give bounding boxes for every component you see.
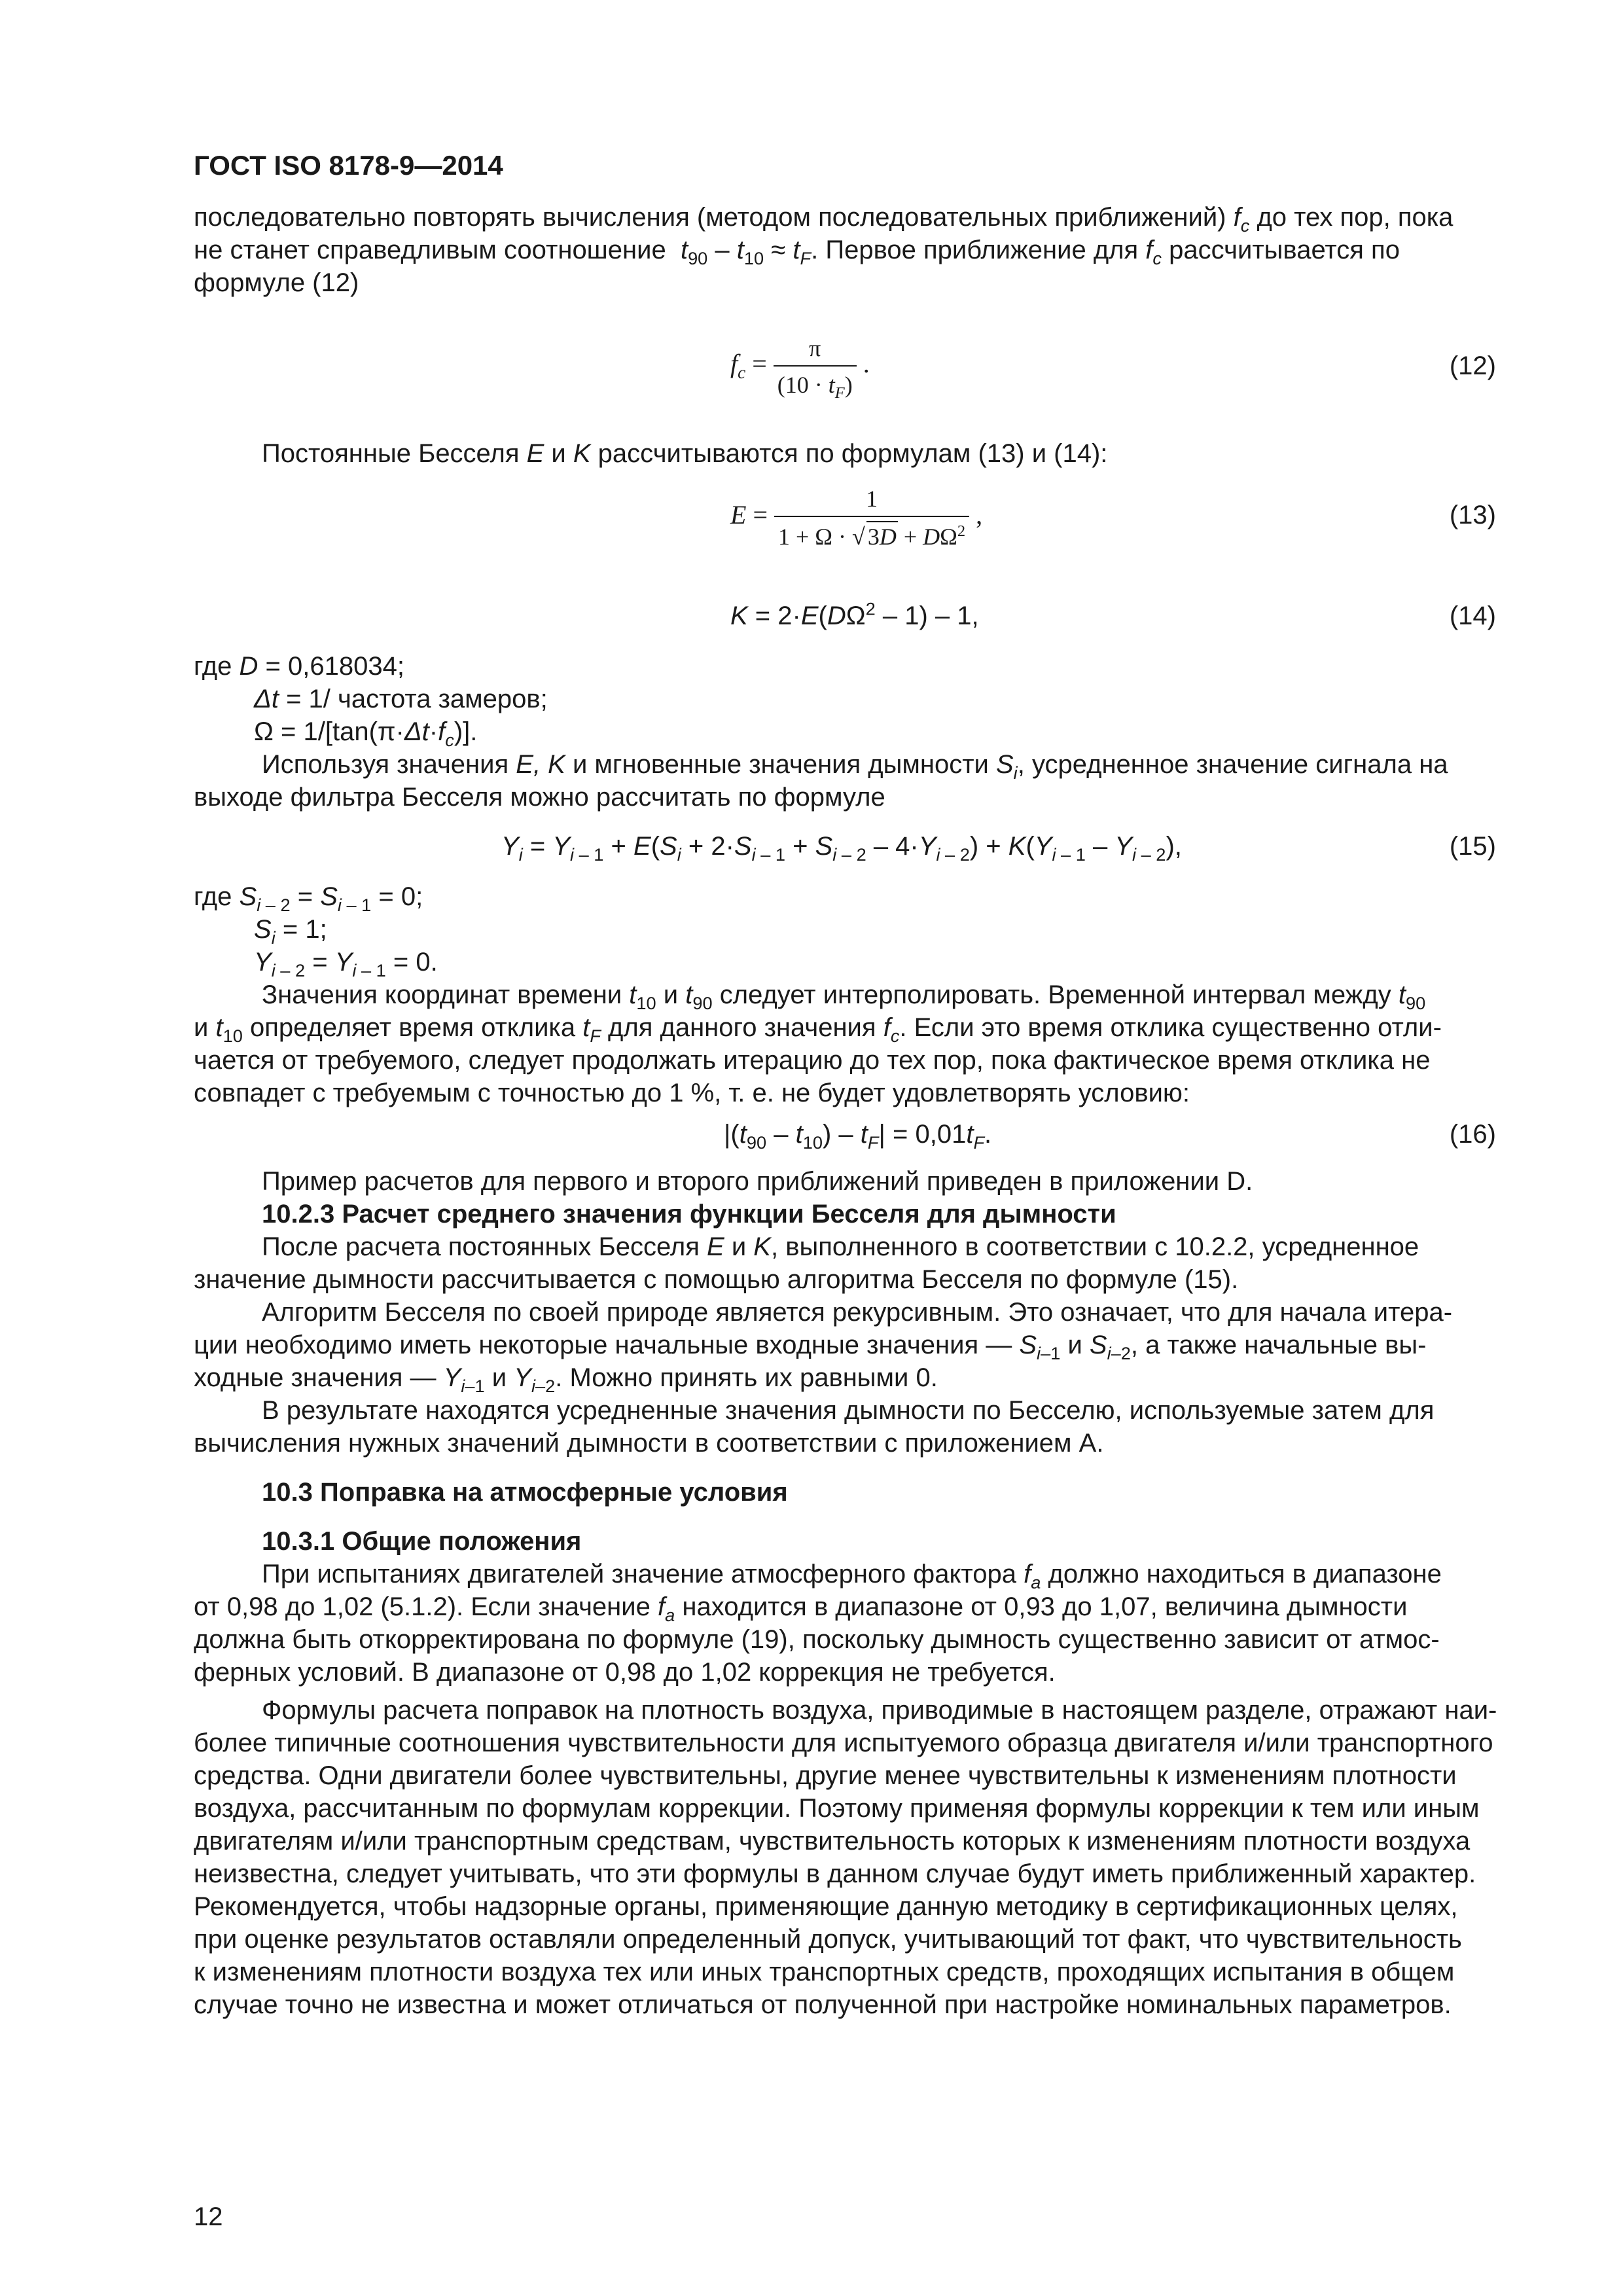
equation-16-number: (16) — [1449, 1120, 1496, 1149]
equation-14: $K = 2\cdot E(D\Omega^2 - 1) - 1$, (14) — [194, 600, 1496, 632]
equation-15: $Y_i = Y_{i - 1} + E(S_i + 2\cdot S_{i - 1} + S_{i - 2} - 4\cdot Y_{i - 2}) + K(Y_{i - 1} - Y_{i - 2})$, (15) — [194, 830, 1496, 863]
bessel-constants-intro: Постоянные Бесселя E и K рассчитываются по формулам (13) и (14): — [262, 439, 1108, 468]
intro-line-1: последовательно повторять вычисления (методом последовательных приближений) $f_c$ до тех пор, пока — [194, 203, 1454, 236]
example-sentence: Пример расчетов для первого и второго приближений приведен в приложении D. — [262, 1167, 1253, 1196]
intro-line-2: не станет справедливым соотношение $t_{90} - t_{10} \approx t_F$. Первое приближение для $f_c$ рассчитывается по — [194, 236, 1400, 268]
page-number: 12 — [194, 2202, 223, 2231]
where-block-2: где $S_{i - 2} = S_{i - 1} = 0$; $S_i = 1$; $Y_{i - 2} = Y_{i - 1} = 0$. — [194, 882, 438, 980]
equation-12: $f_c$ = $\frac{\pi}{(10 \cdot t_F)}$ . (12) — [730, 335, 1496, 403]
equation-13-number: (13) — [1449, 501, 1496, 529]
intro-paragraph — [194, 201, 1496, 299]
using-values-paragraph: Используя значения E, K и мгновенные значения дымности $S_i$, усредненное значение сигнала на выходе фильтра Бесселя можно рассчитать по формуле — [194, 750, 1448, 812]
section-10-2-3-title: 10.2.3 Расчет среднего значения функции Бесселя для дымности — [262, 1200, 1116, 1229]
interpolation-paragraph: Значения координат времени $t_{10}$ и $t_{90}$ следует интерполировать. Временной интервал между $t_{90}$ и $t_{10}$ определяет время отклика $t_F$ для данного значения $f_c$. Если это время отклика существенно отли- чается от требуемого, следует продолжать итерацию до тех пор, пока фактическое время отклика не совпадет с требуемым с точностью до 1 %, т. е. не будет удовлетворять условию: — [194, 980, 1442, 1107]
equation-14-number: (14) — [1449, 601, 1496, 630]
section-10-2-3: 10.2.3 Расчет среднего значения функции Бесселя для дымности После расчета постоянных Бесселя E и K, выполненного в соответствии с 10.2.2, усредненное значение дымности рассчитывается с помощью алгоритма Бесселя по формуле (15). Алгоритм Бесселя по своей природе является рекурсивным. Это означает, что для начала итера- ции необходимо иметь некоторые начальные входные значения — $S_{i-1}$ и $S_{i-2}$, а также начальные вы- ходные значения — $Y_{i-1}$ и $Y_{i-2}$. Можно принять их равными 0. В результате находятся усредненные значения дымности по Бесселю, используемые затем для вычисления нужных значений дымности в соответствии с приложением А. — [194, 1198, 1496, 1460]
section-10-3-title: 10.3 Поправка на атмосферные условия — [262, 1478, 788, 1507]
document-header: ГОСТ ISO 8178-9—2014 — [194, 150, 503, 181]
equation-12-number: (12) — [1449, 351, 1496, 380]
document-page — [194, 0, 1496, 2296]
section-10-3-1: 10.3.1 Общие положения При испытаниях двигателей значение атмосферного фактора $f_a$ должно находиться в диапазоне от 0,98 до 1,02 (5.1.2). Если значение $f_a$ находится в диапазоне от 0,93 до 1,07, величина дымности должна быть откорректирована по формуле (19), поскольку дымность существенно зависит от атмос- ферных условий. В диапазоне от 0,98 до 1,02 коррекция не требуется. Формулы расчета поправок на плотность воздуха, приводимые в настоящем разделе, отражают наи- более типичные соотношения чувствительности для испытуемого образца двигателя и/или транспортного средства. Одни двигатели более чувствительны, другие менее чувствительны к изменениям плотности воздуха, рассчитанным по формулам коррекции. Поэтому применяя формулы коррекции к тем или иным двигателям и/или транспортным средствам, чувствительность которых к изменениям плотности воздуха неизвестна, следует учитывать, что эти формулы в данном случае будут иметь приближенный характер. Рекомендуется, чтобы надзорные органы, применяющие данную методику в сертификационных целях, при оценке результатов оставляли определенный допуск, учитывающий тот факт, что чувствительность к изменениям плотности воздуха тех или иных транспортных средств, проходящих испытания в общем случае точно не известна и может отличаться от полученной при настройке номинальных параметров. — [194, 1525, 1496, 2021]
equation-13: E = $\frac{1}{1 + \Omega \cdot √ 3D + D\Omega^2}$ , (13) — [730, 486, 1496, 550]
equation-16: $|(t_{90} - t_{10}) - t_F| = 0,01t_F$. (16) — [194, 1118, 1496, 1151]
section-10-3 — [194, 1476, 1496, 1509]
where-block-1: где D = 0,618034; Δt = 1/ частота замеров; $\Omega = 1/[\tan(\pi\cdot\Delta t\cdot f_c)]$. — [194, 652, 548, 750]
intro-line-3: формуле (12) — [194, 268, 359, 297]
equation-15-number: (15) — [1449, 832, 1496, 861]
section-10-3-1-title: 10.3.1 Общие положения — [262, 1527, 582, 1556]
